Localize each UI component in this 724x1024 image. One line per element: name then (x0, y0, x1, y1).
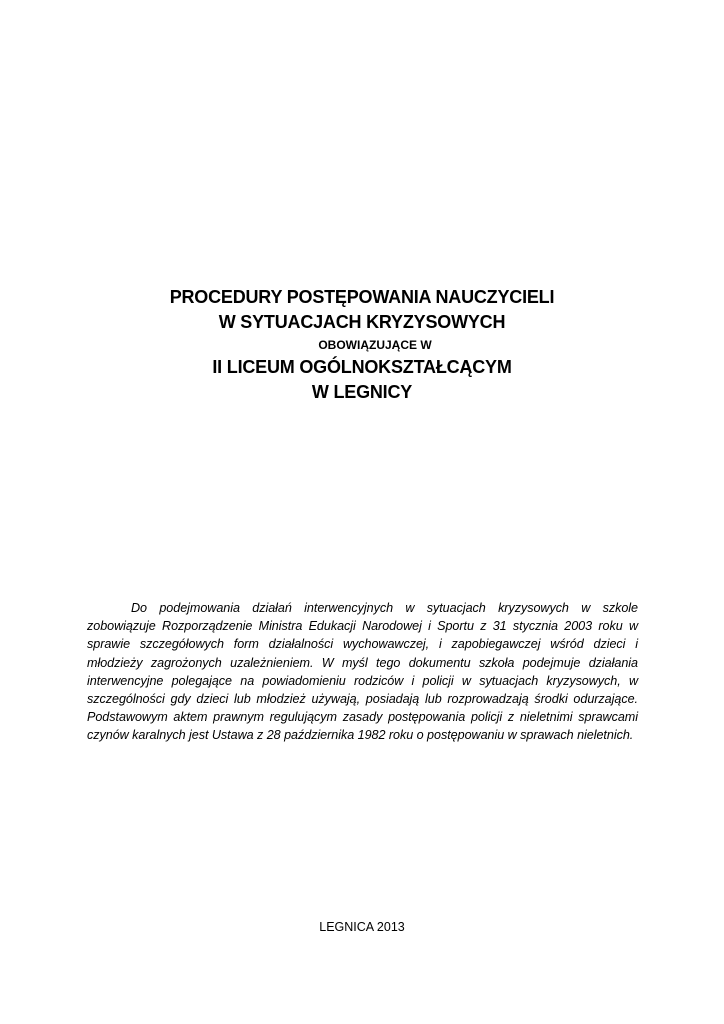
title-line-3: OBOWIĄZUJĄCE W (318, 338, 432, 352)
intro-paragraph: Do podejmowania działań interwencyjnych w sytuacjach kryzysowych w szkole zobowiązuje Rozporządzenie Ministra Edukacji Narodowej i Sportu z 31 stycznia 2003 roku w sprawie szczegółowych form działalności wychowawczej, i zapobiegawczej wśród dzieci i młodzieży zagrożonych uzależnieniem. W myśl tego dokumentu szkoła podejmuje działania interwencyjne polegające na powiadomieniu rodziców i policji w sytuacjach kryzysowych, w szczególności gdy dzieci lub młodzież używają, posiadają lub rozprowadzają środki odurzające. Podstawowym aktem prawnym regulującym zasady postępowania policji z nieletnimi sprawcami czynów karalnych jest Ustawa z 28 października 1982 roku o postępowaniu w sprawach nieletnich. (87, 601, 638, 743)
title-block (0, 285, 724, 405)
footer-place-year: LEGNICA 2013 (319, 920, 405, 934)
title-line-4: II LICEUM OGÓLNOKSZTAŁCĄCYM (212, 357, 512, 377)
title-line-2: W SYTUACJACH KRYZYSOWYCH (218, 312, 506, 332)
title-line-1: PROCEDURY POSTĘPOWANIA NAUCZYCIELI (169, 287, 555, 307)
title-line-5: W LEGNICY (311, 382, 413, 402)
